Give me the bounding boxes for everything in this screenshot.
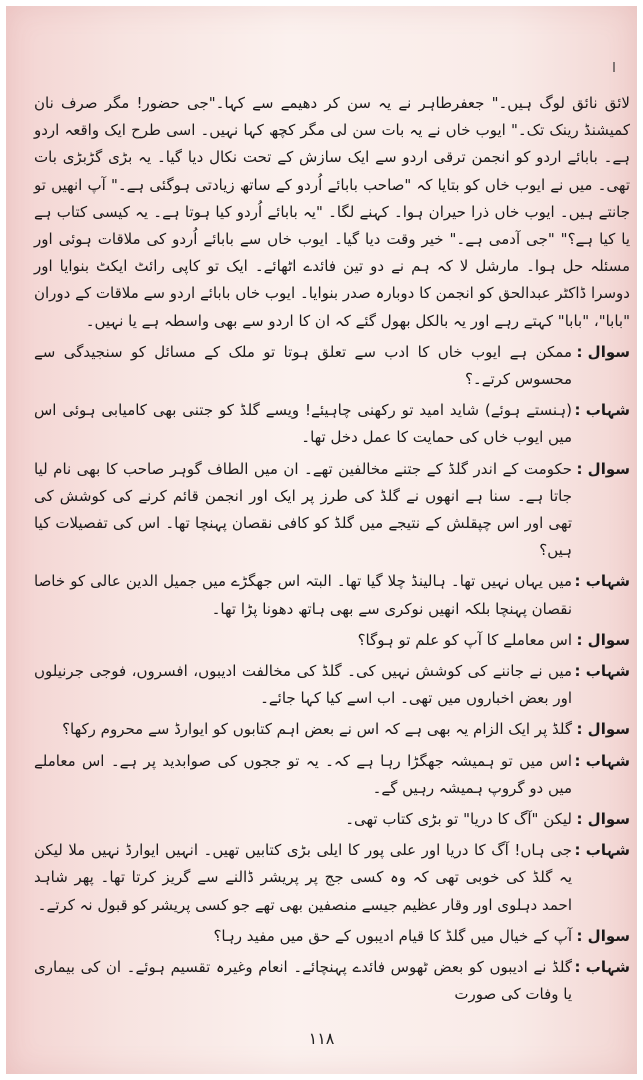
intro-paragraph: لائق نائق لوگ ہیں۔" جعفرطاہر نے یہ سن کر دھیمے سے کہا۔"جی حضور! مگر صرف نان کمیشنڈ رینک تک۔" ایوب خاں نے یہ بات سن لی مگر کچھ کہا نہیں۔ اسی طرح ایک واقعہ اردو ہے۔ بابائے اردو کو انجمن ترقی اردو سے ایک سازش کے تحت نکال دیا گیا۔ یہ بڑی گڑبڑی بات تھی۔ میں نے ایوب خاں کو بتایا کہ "صاحب بابائے اُردو کے ساتھ زیادتی ہوگئی ہے۔" آپ انھیں تو جانتے ہیں۔ ایوب خاں ذرا حیران ہوا۔ کہنے لگا۔ "یہ بابائے اُردو کیا ہوتا ہے۔ یہ کیسی کتاب ہے یا کیا ہے؟" "جی آدمی ہے۔" خیر وقت دیا گیا۔ ایوب خاں سے بابائے اُردو کی ملاقات ہوئی اور مسئلہ حل ہوا۔ مارشل لا کہ ہم نے دو تین فائدے اٹھائے۔ ایک تو کاپی رائٹ ایکٹ بنوایا اور دوسرا ڈاکٹر عبدالحق کو انجمن کا دوبارہ صدر بنوایا۔ ایوب خاں بابائے اردو سے ملاقات کے دوران "بابا"، "بابا" کہتے رہے اور یہ بالکل بھول گئے کہ ان کا اردو سے بھی واسطہ ہے یا نہیں۔ — [34, 94, 630, 330]
speaker-label: سوال : — [576, 630, 630, 649]
speaker-label: سوال : — [576, 810, 630, 829]
qa-entry-question — [34, 806, 630, 833]
speaker-label: سوال : — [576, 459, 630, 478]
speaker-label: شہاب : — [574, 751, 630, 770]
entry-text: گلڈ نے ادیبوں کو بعض ٹھوس فائدے پہنچائے۔ انعام وغیرہ تقسیم ہوئے۔ ان کی بیماری یا وفات کی صورت — [34, 958, 572, 1004]
qa-entry-question — [34, 923, 630, 950]
qa-entry-question — [34, 716, 630, 743]
speaker-label: شہاب : — [574, 572, 630, 591]
speaker-label: شہاب : — [574, 958, 630, 977]
entry-text: جی ہاں! آگ کا دریا اور علی پور کا ایلی بڑی کتابیں تھیں۔ انہیں ایوارڈ نہیں ملا لیکن یہ گلڈ کی خوبی تھی کہ وہ کسی جج پر پریشر ڈالنے سے گریز کرتا تھا۔ پھر شاہد احمد دہلوی اور وقار عظیم جیسے منصفین بھی تھے جو کسی پریشر کو قبول نہ کرتے۔ — [34, 841, 572, 914]
speaker-label: شہاب : — [574, 401, 630, 420]
entry-text: حکومت کے اندر گلڈ کے جتنے مخالفین تھے۔ ان میں الطاف گوہر صاحب کا بھی نام لیا جاتا ہے۔ سنا ہے انھوں نے گلڈ کی طرز پر ایک اور انجمن قائم کرنے کی کوشش کی تھی اور اس چپقلش کے نتیجے میں گلڈ کو کافی نقصان پہنچا تھا۔ اس کی تفصیلات کیا ہیں؟ — [34, 459, 572, 560]
corner-mark — [613, 62, 615, 72]
qa-entry-answer — [34, 568, 630, 622]
qa-entry-question — [34, 339, 630, 393]
qa-entry-answer — [34, 837, 630, 919]
qa-entry-answer — [34, 658, 630, 712]
entry-text: (ہنستے ہوئے) شاید امید تو رکھنی چاہیئے! ویسے گلڈ کو جتنی بھی کامیابی ہوئی اس میں ایوب خاں کی حمایت کا عمل دخل تھا۔ — [34, 401, 572, 447]
page-text — [34, 90, 630, 1012]
speaker-label: شہاب : — [574, 662, 630, 681]
qa-entry-answer — [34, 397, 630, 451]
qa-entry-question — [34, 627, 630, 654]
entry-text: اس معاملے کا آپ کو علم تو ہوگا؟ — [357, 630, 572, 649]
qa-entry-question — [34, 456, 630, 565]
entry-text: ممکن ہے ایوب خاں کا ادب سے تعلق ہوتا تو ملک کے مسائل کو سنجیدگی سے محسوس کرتے۔؟ — [34, 342, 572, 389]
book-page — [6, 6, 637, 1074]
entry-text: گلڈ پر ایک الزام یہ بھی ہے کہ اس نے بعض اہم کتابوں کو ایوارڈ سے محروم رکھا؟ — [62, 720, 572, 739]
speaker-label: سوال : — [576, 342, 630, 361]
entry-text: لیکن "آگ کا دریا" تو بڑی کتاب تھی۔ — [345, 810, 572, 829]
speaker-label: شہاب : — [574, 841, 630, 860]
qa-entry-answer — [34, 748, 630, 802]
speaker-label: سوال : — [576, 926, 630, 945]
qa-entry-answer — [34, 954, 630, 1008]
entry-text: میں یہاں نہیں تھا۔ ہالینڈ چلا گیا تھا۔ البتہ اس جھگڑے میں جمیل الدین عالی کو خاصا نقصان پہنچا بلکہ انھیں نوکری سے بھی ہاتھ دھونا پڑا تھا۔ — [34, 572, 572, 618]
entry-text: آپ کے خیال میں گلڈ کا قیام ادیبوں کے حق میں مفید رہا؟ — [213, 926, 572, 945]
entry-text: میں نے جاننے کی کوشش نہیں کی۔ گلڈ کی مخالفت ادیبوں، افسروں، فوجی جرنیلوں اور بعض اخباروں میں تھی۔ اب اسے کیا کہا جائے۔ — [34, 662, 572, 708]
entry-text: اس میں تو ہمیشہ جھگڑا رہا ہے کہ۔ یہ تو ججوں کی صوابدید پر ہے۔ اس معاملے میں دو گروپ ہمیشہ رہیں گے۔ — [34, 751, 572, 797]
page-number: ۱۱۸ — [308, 1029, 335, 1048]
speaker-label: سوال : — [576, 720, 630, 739]
